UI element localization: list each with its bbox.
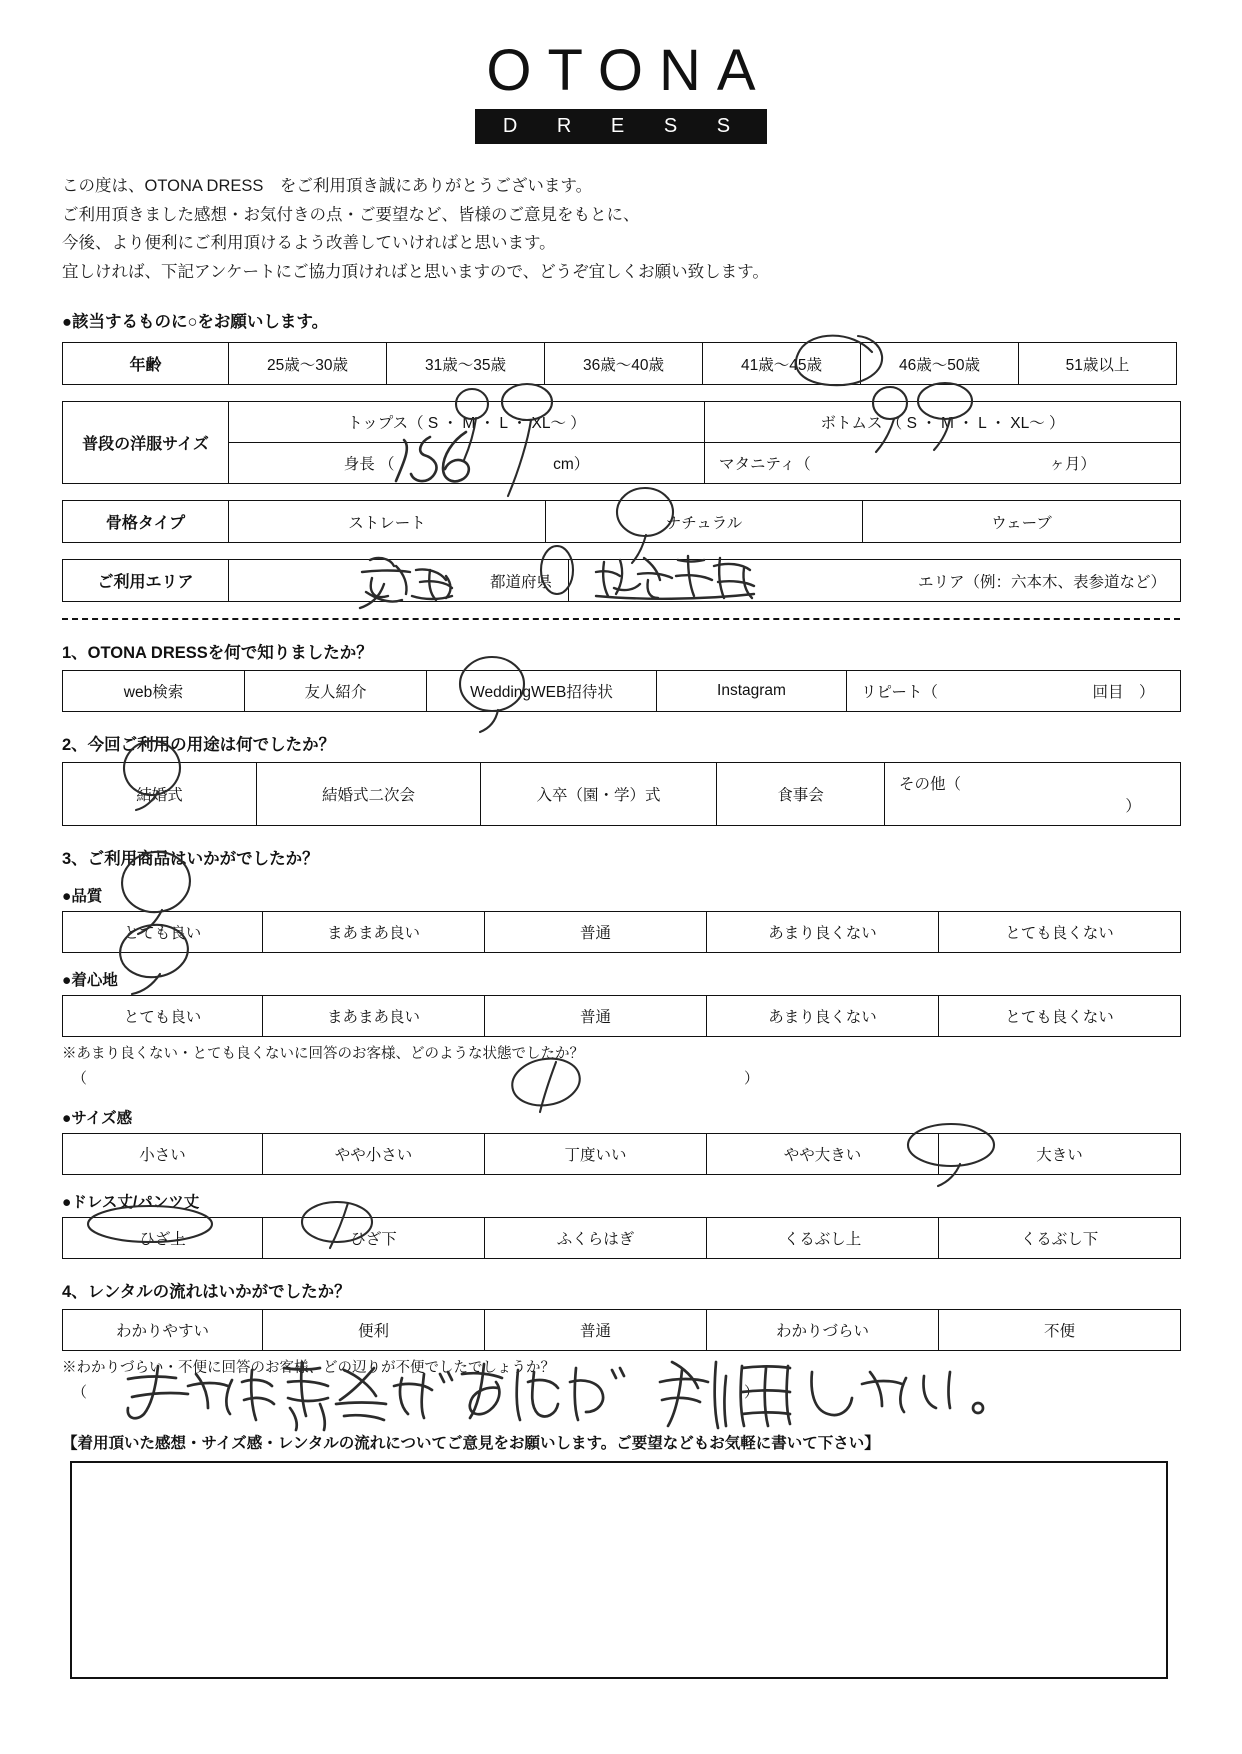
comfort-paren-close: ）	[744, 1070, 760, 1088]
area-table	[62, 559, 1181, 602]
question-1-title: 1、OTONA DRESSを何で知りましたか？	[62, 644, 373, 663]
q2-option-ceremony[interactable]: 入卒（園・学）式	[481, 763, 717, 826]
logo-dress-text: D R E S S	[475, 109, 767, 144]
table-row	[63, 1310, 1181, 1351]
quality-option-normal[interactable]: 普通	[485, 912, 707, 953]
age-table	[62, 342, 1177, 385]
quality-table	[62, 911, 1181, 953]
q4-option-normal[interactable]: 普通	[485, 1310, 707, 1351]
length-option-belowankle[interactable]: くるぶし下	[939, 1218, 1181, 1259]
q1-repeat-label: リピート（	[861, 684, 938, 702]
logo-otona-text: OTONA	[486, 38, 772, 103]
question-2-title: 2、今回ご利用の用途は何でしたか？	[62, 736, 336, 755]
bottoms-size-cell[interactable]: ボトムス （ S ・ M ・ L ・ XL～ ）	[705, 402, 1181, 443]
table-row	[63, 560, 1181, 602]
comfort-followup-note: ※あまり良くない・とても良くないに回答のお客様、どのような状態でしたか？	[62, 1046, 584, 1063]
height-unit: cm）	[553, 456, 590, 474]
intro-line-2: ご利用頂きました感想・お気付きの点・ご要望など、皆様のご意見をもとに、	[62, 205, 640, 224]
table-row	[63, 996, 1181, 1037]
instruction-line: ●該当するものに○をお願いします。	[62, 313, 329, 332]
q1-option-instagram[interactable]: Instagram	[657, 671, 847, 712]
tops-size-cell[interactable]: トップス（ S ・ M ・ L ・ XL～ ）	[229, 402, 705, 443]
fit-option-bitlarge[interactable]: やや大きい	[707, 1134, 939, 1175]
comfort-answer-line[interactable]	[72, 1067, 1242, 1091]
q4-option-inconvenient[interactable]: 不便	[939, 1310, 1181, 1351]
q4-answer-line[interactable]	[72, 1381, 1242, 1405]
fit-option-large[interactable]: 大きい	[939, 1134, 1181, 1175]
comfort-paren-open: （	[72, 1070, 88, 1088]
area-detail-cell[interactable]	[569, 560, 1181, 602]
bone-option-natural[interactable]: ナチュラル	[546, 501, 863, 543]
table-row	[63, 671, 1181, 712]
length-option-aboveankle[interactable]: くるぶし上	[707, 1218, 939, 1259]
table-row	[63, 763, 1181, 826]
q2-other-suffix: ）	[1125, 798, 1141, 816]
age-label: 年齢	[63, 343, 229, 385]
length-label: ●ドレス丈/パンツ丈	[62, 1194, 200, 1212]
fit-option-bitsmall[interactable]: やや小さい	[263, 1134, 485, 1175]
question-4-title: 4、レンタルの流れはいかがでしたか？	[62, 1283, 351, 1302]
age-option-46-50[interactable]: 46歳～50歳	[861, 343, 1019, 385]
intro-line-1: この度は、OTONA DRESS をご利用頂き誠にありがとうございます。	[62, 177, 593, 195]
maternity-label: マタニティ（	[719, 456, 811, 474]
q4-followup-note: ※わかりづらい・不便に回答のお客様、どの辺りが不便でしたでしょうか？	[62, 1360, 555, 1377]
q4-option-confusing[interactable]: わかりづらい	[707, 1310, 939, 1351]
intro-line-3: 今後、より便利にご利用頂けるよう改善していければと思います。	[62, 234, 556, 253]
length-option-calf[interactable]: ふくらはぎ	[485, 1218, 707, 1259]
fit-label: ●サイズ感	[62, 1110, 133, 1128]
age-option-36-40[interactable]: 36歳～40歳	[545, 343, 703, 385]
q4-table	[62, 1309, 1181, 1351]
quality-option-verygood[interactable]: とても良い	[63, 912, 263, 953]
question-3-title: 3、ご利用商品はいかがでしたか？	[62, 850, 319, 869]
q1-repeat-suffix: 回目 ）	[1092, 684, 1155, 702]
bone-type-table	[62, 500, 1181, 543]
section-divider	[62, 618, 1180, 620]
free-comment-title: 【着用頂いた感想・サイズ感・レンタルの流れについてご意見をお願いします。ご要望などもお気軽に書いて下さい】	[62, 1435, 880, 1453]
prefecture-cell[interactable]	[229, 560, 569, 602]
age-option-41-45[interactable]: 41歳～45歳	[703, 343, 861, 385]
q2-option-dinner[interactable]: 食事会	[717, 763, 885, 826]
area-example-hint: エリア（例：六本木、表参道など）	[917, 573, 1166, 591]
table-row	[63, 402, 1181, 443]
length-option-aboveknee[interactable]: ひざ上	[63, 1218, 263, 1259]
q1-option-weddingweb[interactable]: WeddingWEB招待状	[427, 671, 657, 712]
maternity-cell[interactable]	[705, 443, 1181, 484]
q1-option-repeat[interactable]	[847, 671, 1181, 712]
quality-option-notgood[interactable]: あまり良くない	[707, 912, 939, 953]
bone-option-straight[interactable]: ストレート	[229, 501, 546, 543]
fit-option-justright[interactable]: 丁度いい	[485, 1134, 707, 1175]
quality-label: ●品質	[62, 888, 103, 906]
maternity-unit: ヶ月）	[1049, 456, 1096, 474]
length-option-belowknee[interactable]: ひざ下	[263, 1218, 485, 1259]
q4-paren-close: ）	[744, 1384, 760, 1402]
age-option-31-35[interactable]: 31歳～35歳	[387, 343, 545, 385]
clothing-size-table	[62, 401, 1181, 484]
area-label: ご利用エリア	[63, 560, 229, 602]
q4-option-convenient[interactable]: 便利	[263, 1310, 485, 1351]
age-option-51plus[interactable]: 51歳以上	[1019, 343, 1177, 385]
table-row	[63, 343, 1177, 385]
q1-option-web[interactable]: web検索	[63, 671, 245, 712]
quality-option-sogood[interactable]: まあまあ良い	[263, 912, 485, 953]
q2-option-other[interactable]	[885, 763, 1181, 826]
intro-line-4: 宜しければ、下記アンケートにご協力頂ければと思いますので、どうぞ宜しくお願い致します。	[62, 262, 769, 281]
fit-option-small[interactable]: 小さい	[63, 1134, 263, 1175]
table-row	[63, 912, 1181, 953]
q2-table	[62, 762, 1181, 826]
q1-table	[62, 670, 1181, 712]
q4-option-easy[interactable]: わかりやすい	[63, 1310, 263, 1351]
table-row	[63, 1218, 1181, 1259]
fit-table	[62, 1133, 1181, 1175]
comfort-option-verygood[interactable]: とても良い	[63, 996, 263, 1037]
prefecture-hint: 都道府県	[489, 573, 552, 591]
comfort-label: ●着心地	[62, 972, 118, 990]
table-row	[63, 1134, 1181, 1175]
q2-other-label: その他（	[899, 776, 962, 794]
brand-logo	[0, 0, 1242, 144]
q2-option-wedding[interactable]: 結婚式	[63, 763, 257, 826]
q1-option-friend[interactable]: 友人紹介	[245, 671, 427, 712]
age-option-25-30[interactable]: 25歳～30歳	[229, 343, 387, 385]
bone-type-label: 骨格タイプ	[63, 501, 229, 543]
comfort-option-sogood[interactable]: まあまあ良い	[263, 996, 485, 1037]
comfort-option-notgood[interactable]: あまり良くない	[707, 996, 939, 1037]
height-label: 身長 （	[343, 456, 395, 474]
q4-paren-open: （	[72, 1384, 88, 1402]
q2-option-afterparty[interactable]: 結婚式二次会	[257, 763, 481, 826]
intro-paragraph	[62, 172, 1242, 286]
table-row	[63, 443, 1181, 484]
comfort-option-verybad[interactable]: とても良くない	[939, 996, 1181, 1037]
size-label: 普段の洋服サイズ	[63, 402, 229, 484]
free-comment-box[interactable]	[70, 1461, 1168, 1679]
comfort-table	[62, 995, 1181, 1037]
quality-option-verybad[interactable]: とても良くない	[939, 912, 1181, 953]
table-row	[63, 501, 1181, 543]
bone-option-wave[interactable]: ウェーブ	[863, 501, 1181, 543]
comfort-option-normal[interactable]: 普通	[485, 996, 707, 1037]
length-table	[62, 1217, 1181, 1259]
height-cell[interactable]	[229, 443, 705, 484]
